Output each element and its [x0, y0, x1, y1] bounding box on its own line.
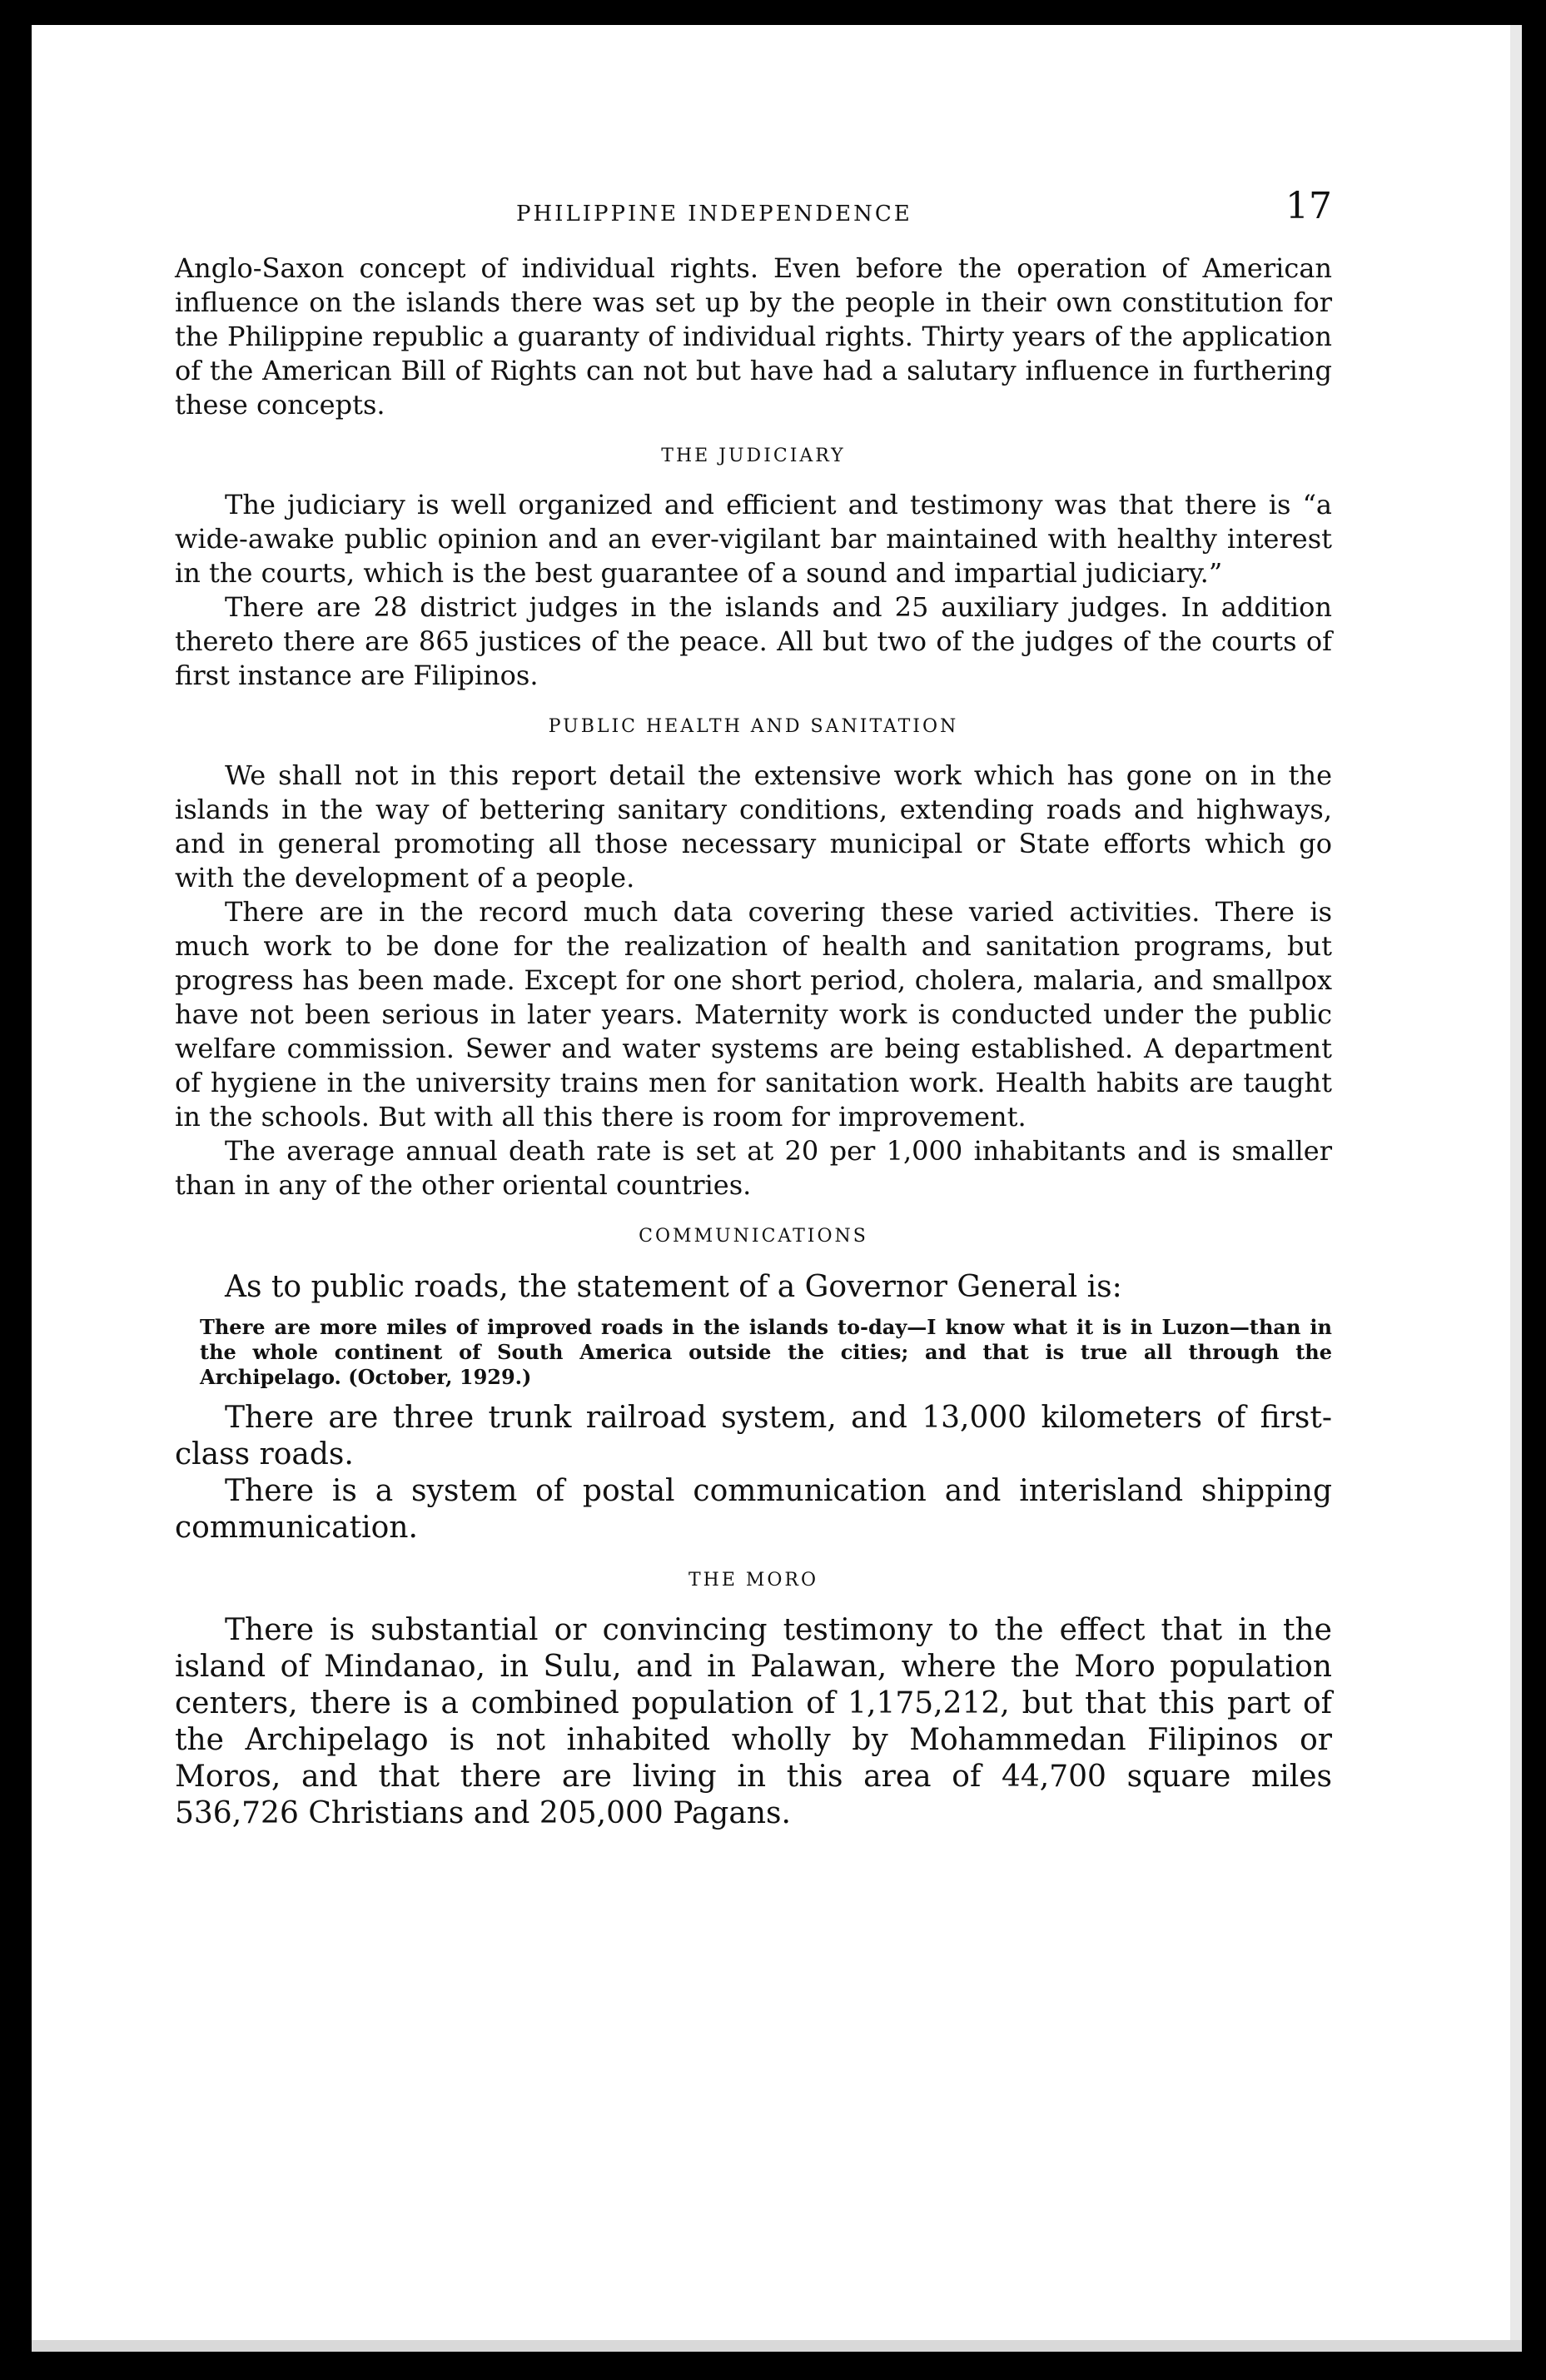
communications-lead: As to public roads, the statement of a Governor General is: [225, 1270, 1122, 1304]
running-header [175, 185, 1332, 243]
communications-paragraph-2: There is a system of postal communication and interisland shipping communication. [175, 1474, 1332, 1545]
health-paragraph-2: There are in the record much data covering these varied activities. There is much work to be done for the realization of health and sanitation programs, but progress has been made. Except for one short period, cholera, malaria, and smallpox have not been serious in later years. Maternity work is conducted under the public welfare commission. Sewer and water systems are being established. A department of hygiene in the university trains men for sanitation work. Health habits are taught in the schools. But with all this there is room for improvement. [175, 896, 1332, 1133]
judiciary-paragraph-2: There are 28 district judges in the islands and 25 auxiliary judges. In addition thereto there are 865 justices of the peace. All but two of the judges of the courts of first instance are Filipinos. [175, 591, 1332, 691]
running-title: PHILIPPINE INDEPENDENCE [516, 202, 912, 227]
page-content [175, 185, 1332, 1832]
governor-quote: There are more miles of improved roads in the islands to-day—I know what it is in Luzon—than in the whole continent of South America outside the cities; and that is true all through the Archipelago. (October, 1929.) [200, 1315, 1332, 1389]
judiciary-heading: THE JUDICIARY [661, 446, 846, 466]
page-number: 17 [1285, 185, 1332, 227]
communications-paragraph-1: There are three trunk railroad system, and 13,000 kilometers of first-class roads. [175, 1401, 1332, 1471]
health-heading: PUBLIC HEALTH AND SANITATION [548, 716, 959, 737]
health-paragraph-3: The average annual death rate is set at 20 per 1,000 inhabitants and is smaller than in any of the other oriental countries. [175, 1135, 1332, 1201]
moro-paragraph-1: There is substantial or convincing testimony to the effect that in the island of Mindanao, in Sulu, and in Palawan, where the Moro population centers, there is a combined population of 1,175,212, but that this part of the Archipelago is not inhabited wholly by Mohammedan Filipinos or Moros, and that there are living in this area of 44,700 square miles 536,726 Christians and 205,000 Pagans. [175, 1613, 1332, 1830]
moro-body [175, 1612, 1332, 1832]
health-paragraph-1: We shall not in this report detail the extensive work which has gone on in the islands in the way of bettering sanitary conditions, extending roads and highways, and in general promoting all those necessary municipal or State efforts which go with the development of a people. [175, 759, 1332, 894]
intro-paragraph: Anglo-Saxon concept of individual rights. Even before the operation of American influence on the islands there was set up by the people in their own constitution for the Philippine republic a guaranty of individual rights. Thirty years of the application of the American Bill of Rights can not but have had a salutary influence in furthering these concepts. [175, 252, 1332, 421]
communications-heading: COMMUNICATIONS [639, 1226, 868, 1247]
judiciary-paragraph-1: The judiciary is well organized and efficient and testimony was that there is “a wide-awake public opinion and an ever-vigilant bar maintained with healthy interest in the courts, which is the best guarantee of a sound and impartial judiciary.” [175, 489, 1332, 589]
moro-heading: THE MORO [688, 1570, 819, 1591]
page-edge [32, 2340, 1522, 2352]
communications-body [175, 1400, 1332, 1546]
